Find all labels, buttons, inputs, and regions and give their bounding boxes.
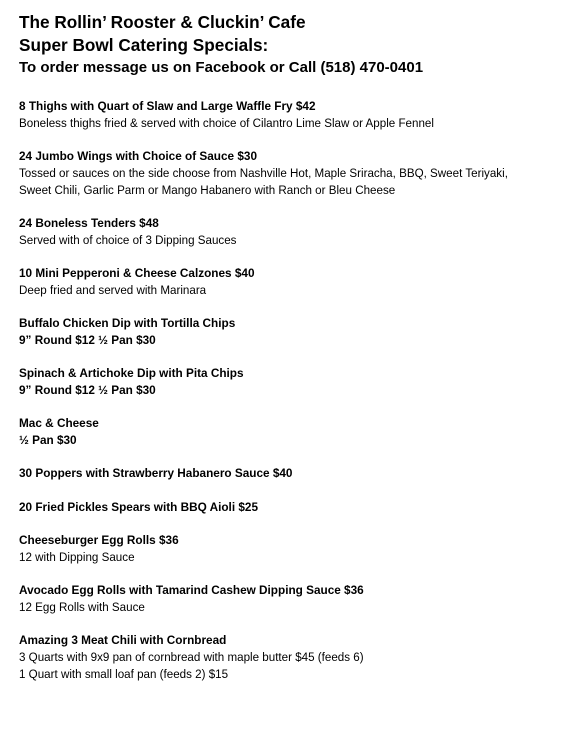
menu-item (19, 365, 574, 398)
menu-item-title: 10 Mini Pepperoni & Cheese Calzones $40 (19, 265, 255, 280)
menu-item (19, 632, 574, 682)
menu-item-title: Cheeseburger Egg Rolls $36 (19, 533, 179, 548)
menu-item-title: 24 Boneless Tenders $48 (19, 215, 159, 230)
menu-item (19, 265, 574, 298)
menu-item (19, 499, 574, 516)
menu-item-title: Avocado Egg Rolls with Tamarind Cashew Dipping Sauce $36 (19, 583, 364, 598)
menu-item (19, 582, 574, 615)
menu-items-list (19, 98, 574, 699)
menu-item-description: Deep fried and served with Marinara (19, 282, 207, 297)
menu-item-title: 20 Fried Pickles Spears with BBQ Aioli $25 (19, 499, 259, 514)
menu-item-description: Boneless thighs fried & served with choice of Cilantro Lime Slaw or Apple Fennel (19, 115, 434, 130)
menu-item-title: 24 Jumbo Wings with Choice of Sauce $30 (19, 149, 257, 164)
menu-item-title: Spinach & Artichoke Dip with Pita Chips (19, 366, 244, 381)
menu-item-description: 12 with Dipping Sauce (19, 549, 135, 564)
menu-item-title: Mac & Cheese (19, 416, 99, 431)
menu-item-price-line: 9” Round $12 ½ Pan $30 (19, 332, 156, 347)
menu-item-description: Served with of choice of 3 Dipping Sauces (19, 232, 237, 247)
menu-item (19, 98, 574, 131)
menu-item-description: Tossed or sauces on the side choose from Nashville Hot, Maple Sriracha, BBQ, Sweet Teriyaki, (19, 165, 508, 180)
menu-item (19, 465, 574, 482)
menu-header (19, 11, 574, 79)
menu-item-description: 3 Quarts with 9x9 pan of cornbread with maple butter $45 (feeds 6) (19, 650, 364, 665)
menu-item (19, 532, 574, 565)
menu-item-description: Sweet Chili, Garlic Parm or Mango Habanero with Ranch or Bleu Cheese (19, 182, 396, 197)
menu-item (19, 215, 574, 248)
menu-item-title: Amazing 3 Meat Chili with Cornbread (19, 633, 227, 648)
order-instructions: To order message us on Facebook or Call (518) 470-0401 (19, 59, 424, 76)
menu-item-price-line: 9” Round $12 ½ Pan $30 (19, 382, 156, 397)
menu-item-title: 8 Thighs with Quart of Slaw and Large Waffle Fry $42 (19, 99, 316, 113)
menu-item-description: 1 Quart with small loaf pan (feeds 2) $15 (19, 666, 229, 681)
menu-item-title: 30 Poppers with Strawberry Habanero Sauce $40 (19, 466, 293, 481)
specials-heading: Super Bowl Catering Specials: (19, 35, 269, 55)
menu-item-price-line: ½ Pan $30 (19, 432, 77, 447)
restaurant-name: The Rollin’ Rooster & Cluckin’ Cafe (19, 12, 306, 32)
menu-item (19, 315, 574, 348)
menu-item-title: Buffalo Chicken Dip with Tortilla Chips (19, 316, 236, 331)
menu-item (19, 148, 574, 198)
menu-item-description: 12 Egg Rolls with Sauce (19, 599, 145, 614)
menu-item (19, 415, 574, 448)
